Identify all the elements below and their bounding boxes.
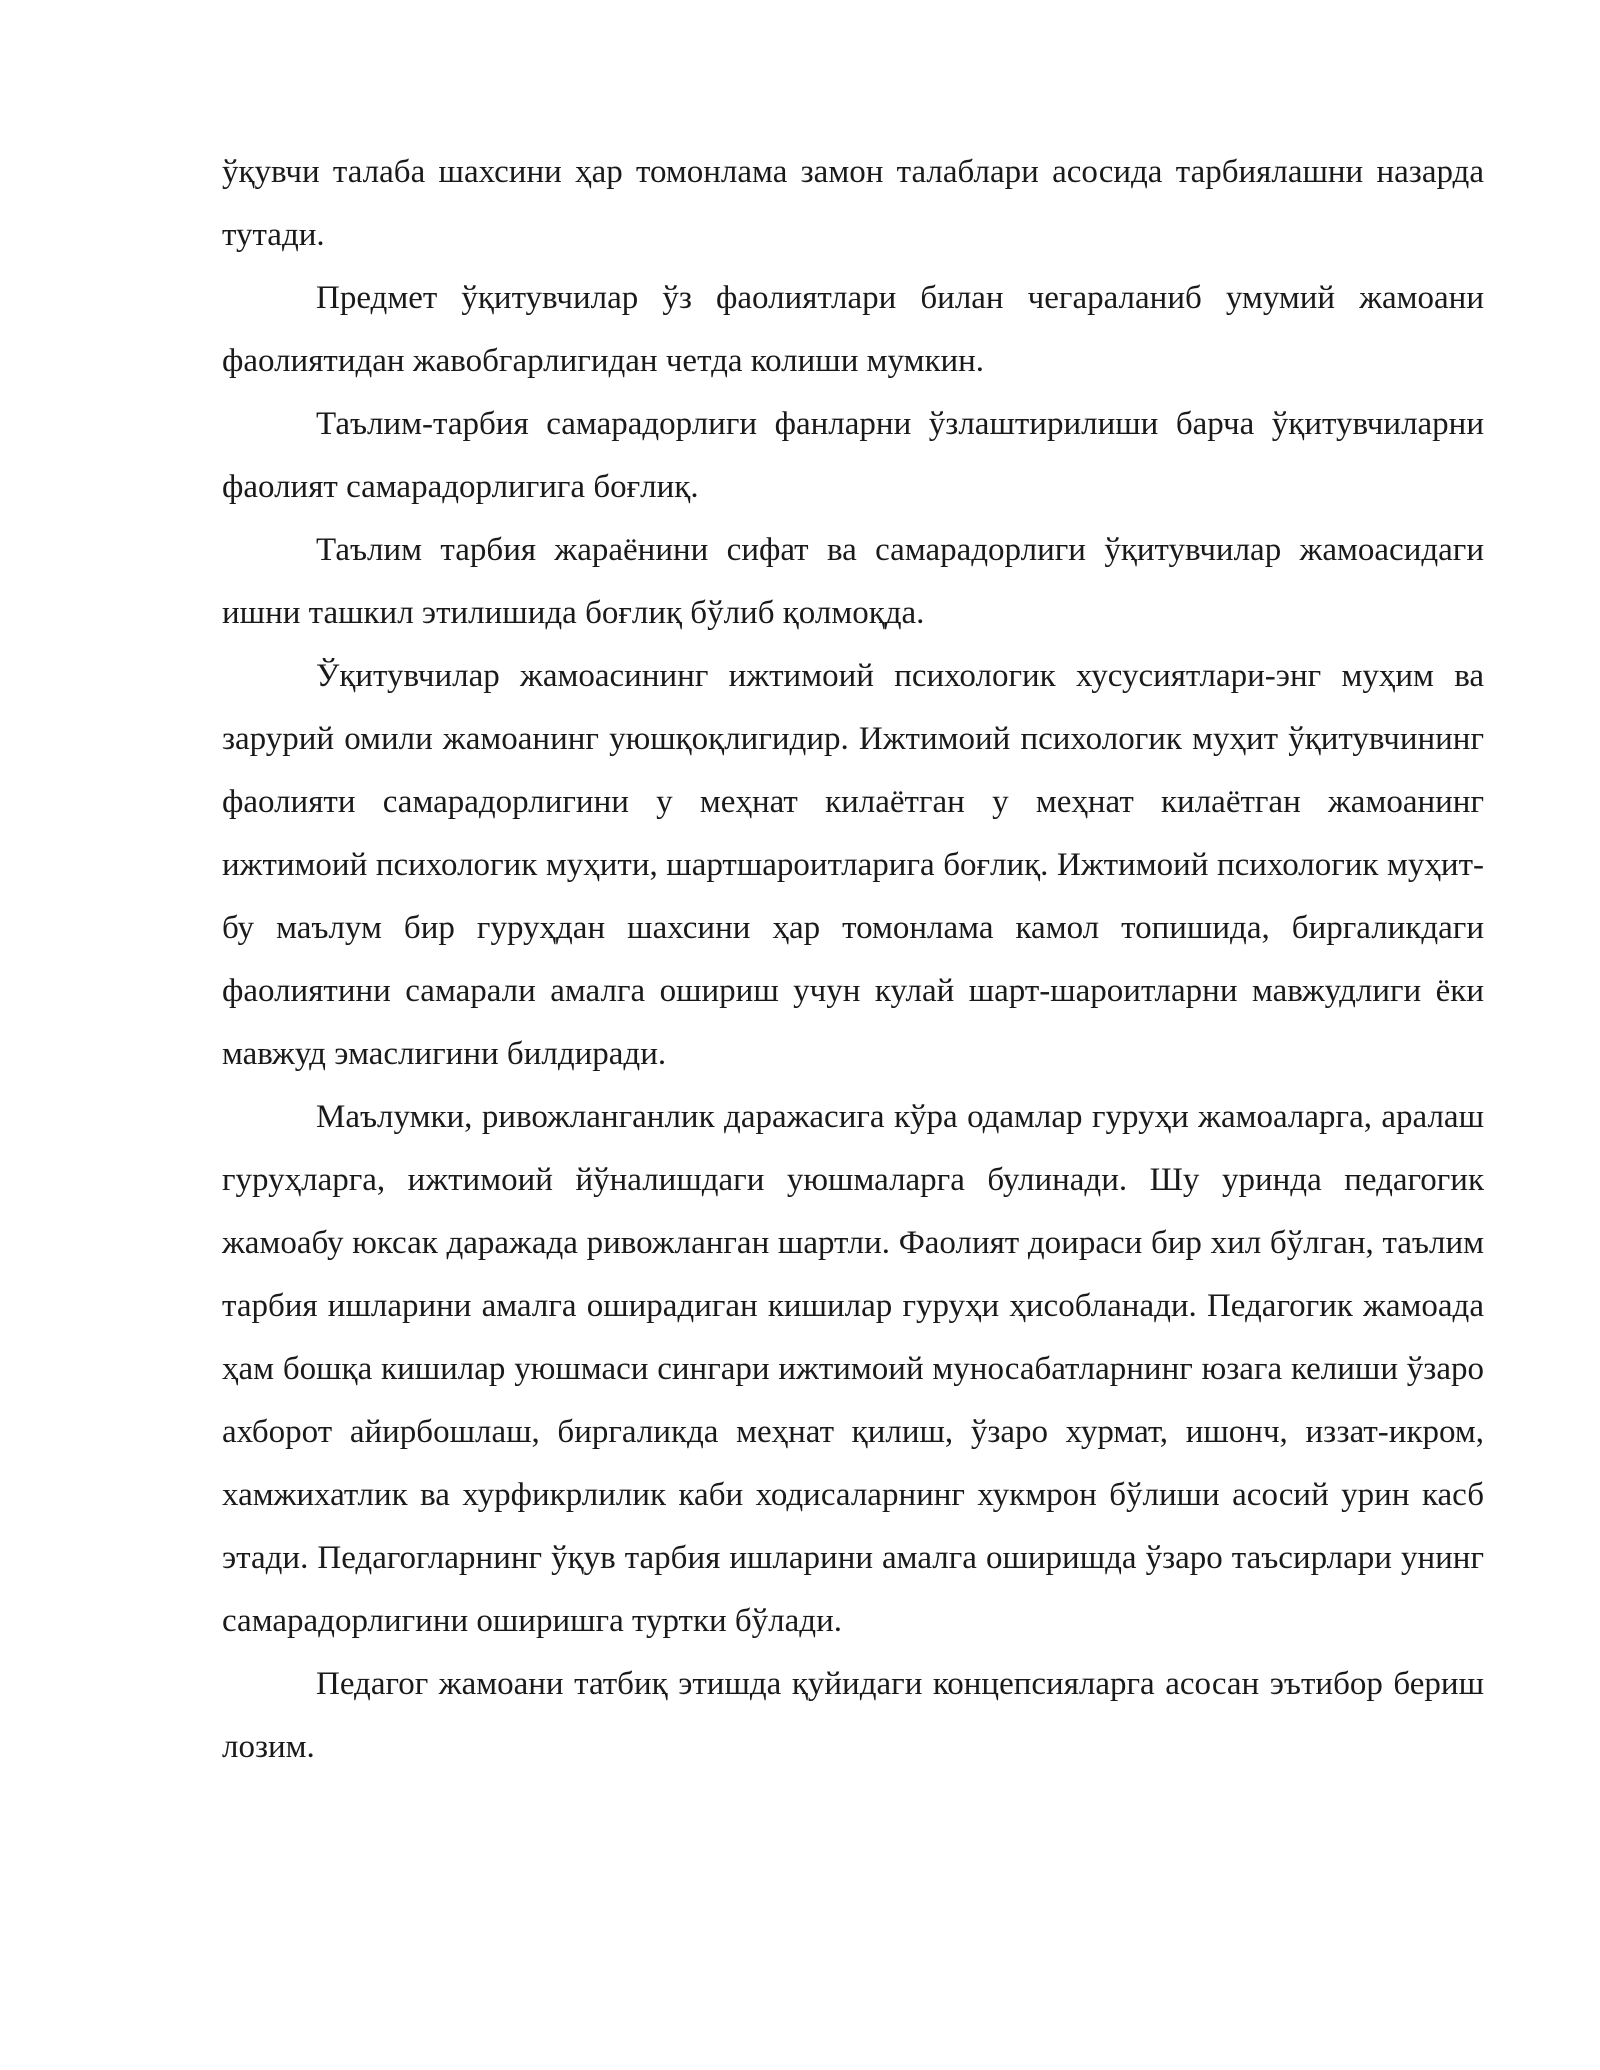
paragraph: Таълим-тарбия самарадорлиги фанларни ўзлаштирилиши барча ўқитувчиларни фаолият самарадорлигига боғлиқ.	[222, 406, 1484, 505]
document-body	[222, 141, 1484, 1779]
paragraph: Предмет ўқитувчилар ўз фаолиятлари билан чегараланиб умумий жамоани фаолиятидан жавобгарлигидан четда колиши мумкин.	[222, 280, 1484, 379]
paragraph: Маълумки, ривожланганлик даражасига кўра одамлар гуруҳи жамоаларга, аралаш гуруҳларга, ижтимоий йўналишдаги уюшмаларга булинади. Шу уринда педагогик жамоабу юксак даражада ривожланган шартли. Фаолият доираси бир хил бўлган, таълим тарбия ишларини амалга оширадиган кишилар гуруҳи ҳисобланади. Педагогик жамоада ҳам бошқа кишилар уюшмаси сингари ижтимоий муносабатларнинг юзага келиши ўзаро ахборот айирбошлаш, биргаликда меҳнат қилиш, ўзаро хурмат, ишонч, иззат-икром, хамжихатлик ва хурфикрлилик каби ходисаларнинг хукмрон бўлиши асосий урин касб этади. Педагогларнинг ўқув тарбия ишларини амалга оширишда ўзаро таъсирлари унинг самарадорлигини оширишга туртки бўлади.	[222, 1099, 1484, 1639]
paragraph: Ўқитувчилар жамоасининг ижтимоий психологик хусусиятлари-энг муҳим ва зарурий омили жамоанинг уюшқоқлигидир. Ижтимоий психологик муҳит ўқитувчининг фаолияти самарадорлигини у меҳнат килаётган у меҳнат килаётган жамоанинг ижтимоий психологик муҳити, шартшароитларига боғлиқ. Ижтимоий психологик муҳит-бу маълум бир гуруҳдан шахсини ҳар томонлама камол топишида, биргаликдаги фаолиятини самарали амалга ошириш учун кулай шарт-шароитларни мавжудлиги ёки мавжуд эмаслигини билдиради.	[222, 658, 1484, 1072]
paragraph: Таълим тарбия жараёнини сифат ва самарадорлиги ўқитувчилар жамоасидаги ишни ташкил этилишида боғлиқ бўлиб қолмоқда.	[222, 532, 1484, 631]
paragraph: Педагог жамоани татбиқ этишда қуйидаги концепсияларга асосан эътибор бериш лозим.	[222, 1666, 1484, 1765]
paragraph-continued: ўқувчи талаба шахсини ҳар томонлама замон талаблари асосида тарбиялашни назарда тутади.	[222, 154, 1484, 253]
